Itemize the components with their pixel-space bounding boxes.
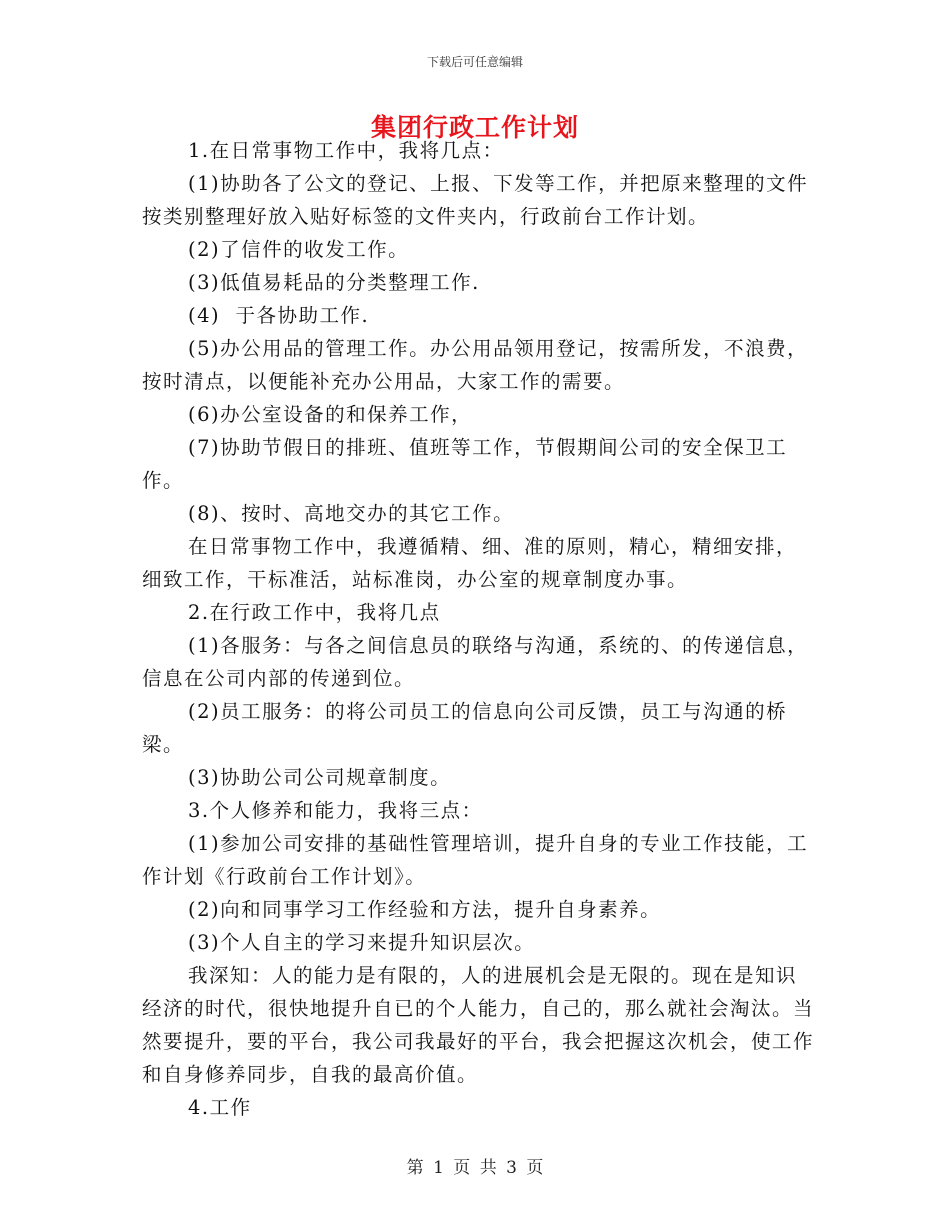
paragraph: 3.个人修养和能力，我将三点：	[188, 799, 483, 822]
paragraph: 1.在日常事物工作中，我将几点：	[188, 139, 504, 162]
paragraph: (1)协助各了公文的登记、上报、下发等工作，并把原来整理的文件按类别整理好放入贴好标签的文件夹内，行政前台工作计划。	[142, 172, 809, 228]
page-footer: 第 1 页 共 3 页	[406, 1158, 544, 1178]
paragraph: (6)办公室设备的和保养工作，	[188, 403, 473, 426]
paragraph: (3)个人自主的学习来提升知识层次。	[188, 931, 536, 954]
paragraph: (7)协助节假日的排班、值班等工作，节假期间公司的安全保卫工作。	[142, 436, 788, 492]
paragraph: (8)、按时、高地交办的其它工作。	[188, 502, 515, 525]
paragraph: (4) 于各协助工作.	[188, 304, 370, 327]
paragraph: (2)员工服务：的将公司员工的信息向公司反馈，员工与沟通的桥梁。	[142, 700, 788, 756]
paragraph: (3)协助公司公司规章制度。	[188, 766, 452, 789]
document-body	[142, 134, 814, 1124]
paragraph: (1)参加公司安排的基础性管理培训，提升自身的专业工作技能，工作计划《行政前台工作计划》。	[142, 832, 809, 888]
paragraph: (1)各服务：与各之间信息员的联络与沟通，系统的、的传递信息，信息在公司内部的传递到位。	[142, 634, 809, 690]
paragraph: (2)向和同事学习工作经验和方法，提升自身素养。	[188, 898, 662, 921]
header-note: 下载后可任意编辑	[426, 55, 523, 69]
paragraph: (5)办公用品的管理工作。办公用品领用登记，按需所发，不浪费，按时清点，以便能补充办公用品，大家工作的需要。	[142, 337, 809, 393]
document-title: 集团行政工作计划	[370, 113, 579, 142]
paragraph: 在日常事物工作中，我遵循精、细、准的原则，精心，精细安排，细致工作，干标准活，站标准岗，办公室的规章制度办事。	[142, 535, 798, 591]
paragraph: (2)了信件的收发工作。	[188, 238, 410, 261]
paragraph: 我深知：人的能力是有限的，人的进展机会是无限的。现在是知识经济的时代，很快地提升自已的个人能力，自己的，那么就社会淘汰。当然要提升，要的平台，我公司我最好的平台，我会把握这次机会，使工作和自身修养同步，自我的最高价值。	[142, 964, 815, 1086]
paragraph: 4.工作	[188, 1096, 252, 1119]
paragraph: (3)低值易耗品的分类整理工作.	[188, 271, 480, 294]
paragraph: 2.在行政工作中，我将几点	[188, 601, 441, 624]
